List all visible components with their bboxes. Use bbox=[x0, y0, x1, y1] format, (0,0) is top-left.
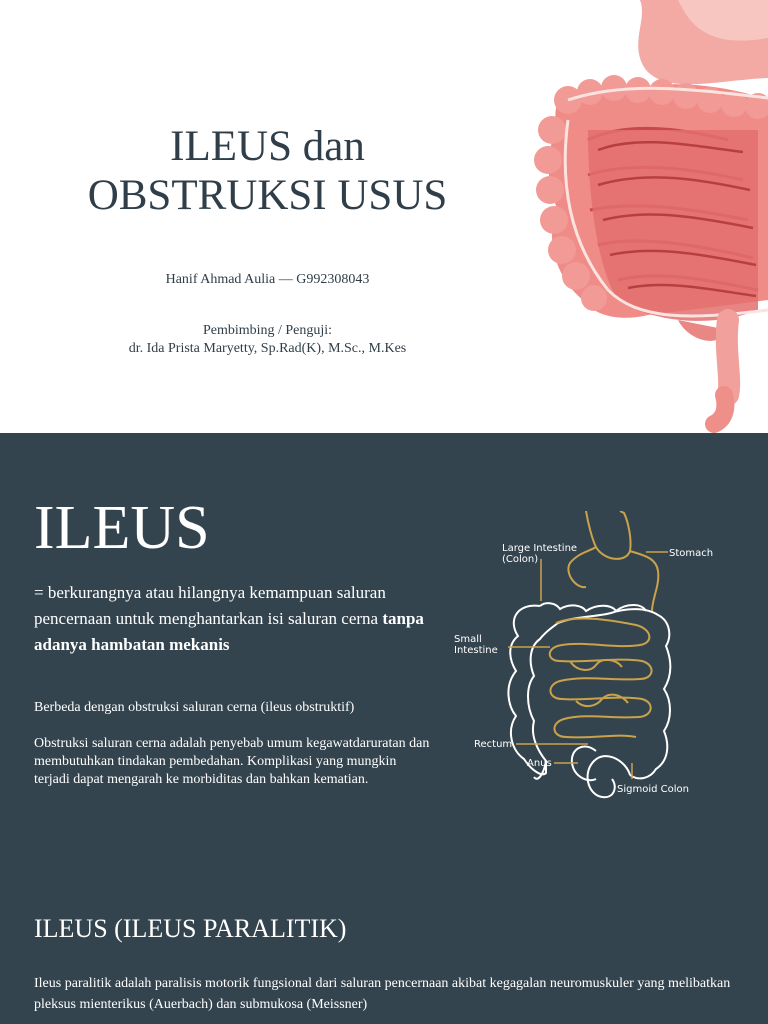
label-rectum: Rectum bbox=[474, 739, 513, 750]
title-slide bbox=[0, 0, 768, 433]
slide-title bbox=[40, 122, 495, 220]
label-large-intestine-1: Large Intestine bbox=[502, 543, 578, 554]
definition-bold-text: tanpa adanya hambatan mekanis bbox=[34, 609, 424, 654]
intestine-illustration bbox=[528, 0, 768, 433]
label-large-intestine-2: (Colon) bbox=[502, 554, 539, 565]
label-sigmoid-colon: Sigmoid Colon bbox=[617, 784, 689, 795]
ileus-slide bbox=[0, 433, 768, 1024]
digestive-tract-diagram bbox=[446, 511, 746, 801]
definition-text: = berkurangnya atau hilangnya kemampuan saluran pencernaan untuk menghantarkan isi saluran cerna bbox=[34, 583, 386, 628]
author-line: Hanif Ahmad Aulia — G992308043 bbox=[165, 272, 370, 287]
label-small-intestine-2: Intestine bbox=[454, 645, 498, 656]
advisor-label: Pembimbing / Penguji: bbox=[202, 323, 333, 338]
paralytic-ileus-heading: ILEUS (ILEUS PARALITIK) bbox=[34, 914, 347, 943]
title-line-2: OBSTRUKSI USUS bbox=[87, 172, 448, 219]
obstruction-note: Berbeda dengan obstruksi saluran cerna (ileus obstruktif) bbox=[34, 700, 355, 715]
advisor-block bbox=[20, 322, 515, 358]
ileus-heading: ILEUS bbox=[34, 494, 210, 562]
label-small-intestine-1: Small bbox=[454, 634, 482, 645]
title-line-1: ILEUS dan bbox=[170, 123, 365, 170]
paralytic-ileus-paragraph: Ileus paralitik adalah paralisis motorik fungsional dari saluran pencernaan akibat kegagalan neuromuskuler yang melibatkan pleksus mienterikus (Auerbach) dan submukosa (Meissner) bbox=[34, 976, 731, 1012]
label-anus: Anus bbox=[527, 758, 552, 769]
advisor-name: dr. Ida Prista Maryetty, Sp.Rad(K), M.Sc., M.Kes bbox=[128, 341, 407, 356]
label-stomach: Stomach bbox=[669, 548, 714, 559]
ileus-definition bbox=[34, 580, 444, 658]
obstruction-paragraph: Obstruksi saluran cerna adalah penyebab umum kegawatdaruratan dan membutuhkan tindakan pembedahan. Komplikasi yang mungkin terjadi dapat mengarah ke morbiditas dan bahkan kematian. bbox=[34, 736, 430, 787]
